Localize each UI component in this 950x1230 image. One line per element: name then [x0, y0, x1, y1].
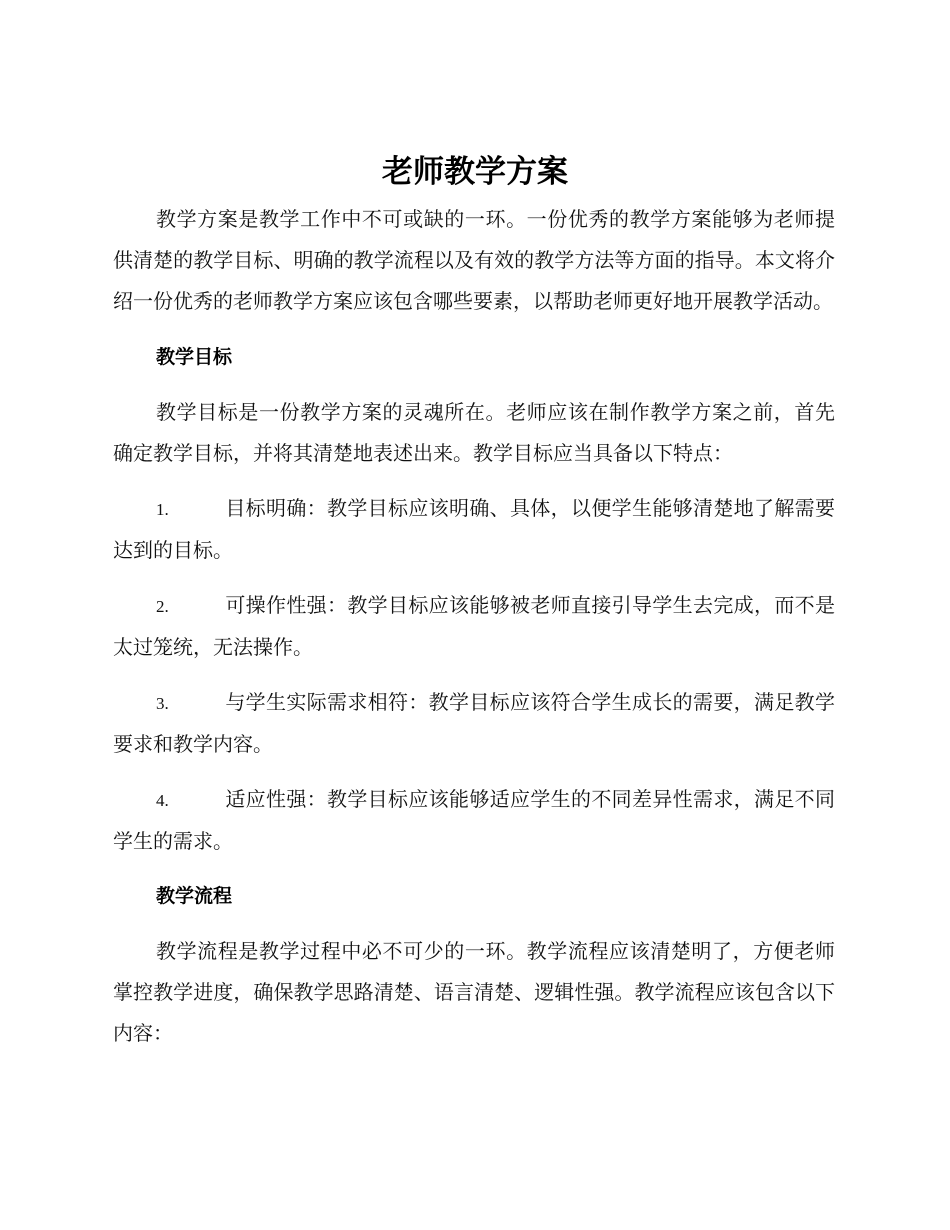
- list-item-number: 3.: [156, 694, 169, 713]
- list-item-text: 目标明确：教学目标应该明确、具体，以便学生能够清楚地了解需要达到的目标。: [113, 496, 835, 562]
- list-item: [113, 488, 835, 571]
- list-item: [113, 779, 835, 862]
- list-item-number: 1.: [156, 500, 169, 519]
- list-item-text: 适应性强：教学目标应该能够适应学生的不同差异性需求，满足不同学生的需求。: [113, 787, 835, 853]
- teaching-goals-paragraph: 教学目标是一份教学方案的灵魂所在。老师应该在制作教学方案之前，首先确定教学目标，并将其清楚地表述出来。教学目标应当具备以下特点：: [113, 400, 835, 465]
- list-item-text: 可操作性强：教学目标应该能够被老师直接引导学生去完成，而不是太过笼统，无法操作。: [113, 593, 835, 659]
- list-item: [113, 682, 835, 765]
- teaching-goals-list: [113, 488, 835, 862]
- teaching-process-paragraph: 教学流程是教学过程中必不可少的一环。教学流程应该清楚明了，方便老师掌控教学进度，确保教学思路清楚、语言清楚、逻辑性强。教学流程应该包含以下内容：: [113, 939, 835, 1045]
- list-item-number: 4.: [156, 791, 169, 810]
- list-item-text: 与学生实际需求相符：教学目标应该符合学生成长的需要，满足教学要求和教学内容。: [113, 690, 835, 756]
- list-item: [113, 585, 835, 668]
- section-heading-teaching-goals: 教学目标: [156, 346, 233, 368]
- document-body: [113, 199, 835, 1054]
- document-title: 老师教学方案: [382, 154, 568, 190]
- section-heading-teaching-process: 教学流程: [156, 885, 233, 907]
- intro-paragraph: 教学方案是教学工作中不可或缺的一环。一份优秀的教学方案能够为老师提供清楚的教学目标、明确的教学流程以及有效的教学方法等方面的指导。本文将介绍一份优秀的老师教学方案应该包含哪些要素，以帮助老师更好地开展教学活动。: [113, 207, 835, 313]
- list-item-number: 2.: [156, 597, 169, 616]
